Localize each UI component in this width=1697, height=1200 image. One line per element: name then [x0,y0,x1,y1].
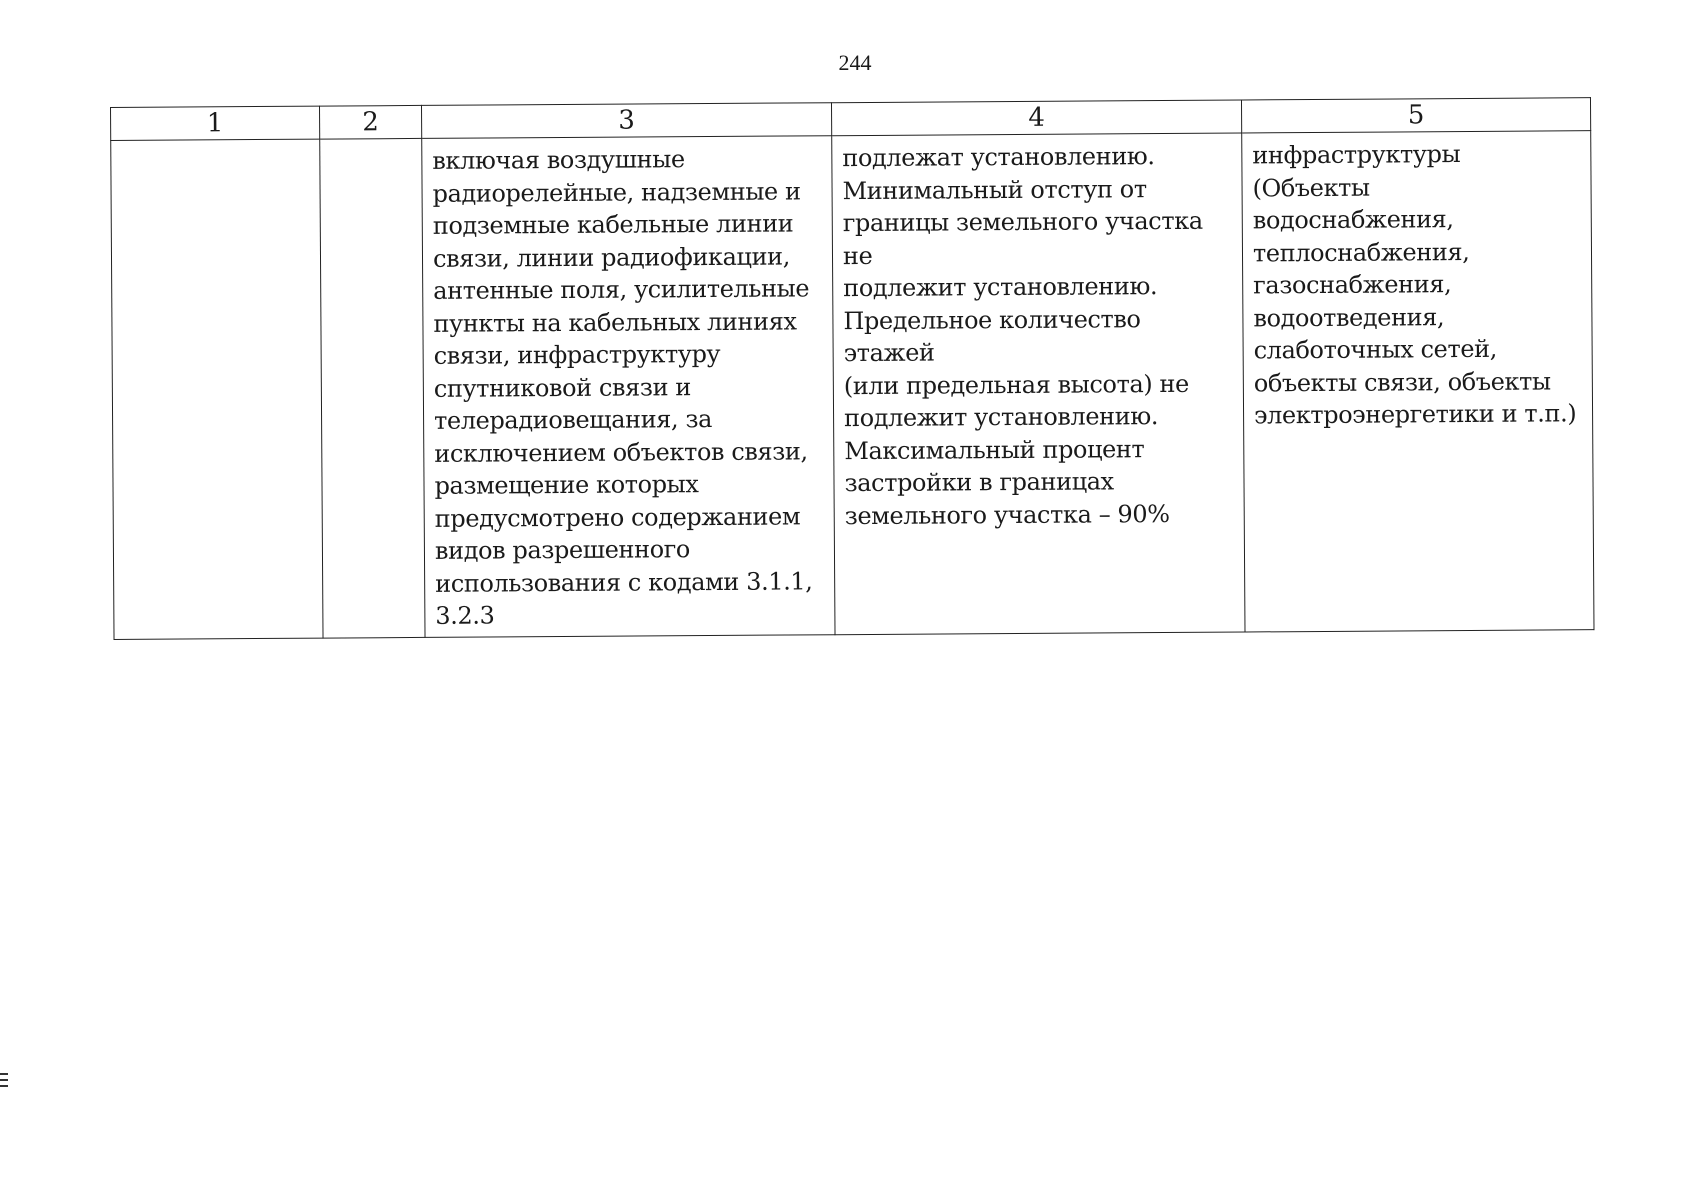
column-header-5: 5 [1241,98,1590,133]
column-header-3: 3 [421,103,831,139]
table-row [111,131,1594,640]
column-header-2: 2 [319,105,421,139]
column-header-1: 1 [111,106,320,140]
page-number: 244 [838,50,872,75]
cell-col2 [320,138,425,638]
cell-col5-infrastructure: инфраструктуры (Объекты водоснабжения, теплоснабжения, газоснабжения, водоотведения, слаботочных сетей, объекты связи, объекты электроэнергетики и т.п.) [1242,131,1594,632]
cell-col1 [111,139,323,639]
cell-col3-description: включая воздушные радиорелейные, надземные и подземные кабельные линии связи, линии радиофикации, антенные поля, усилительные пункты на кабельных линиях связи, инфраструктуру спутниковой связи и телерадиовещания, за исключением объектов связи, размещение которых предусмотрено содержанием видов разрешенного использования с кодами 3.1.1, 3.2.3 [422,136,835,638]
cell-col4-parameters: подлежат установлению. Минимальный отступ от границы земельного участка не подлежит установлению. Предельное количество этажей (или предельная высота) не подлежит установлению. Максимальный процент застройки в границах земельного участка – 90% [832,133,1245,635]
margin-mark-icon [0,1073,8,1093]
document-table [110,97,1595,640]
column-header-4: 4 [831,100,1241,136]
